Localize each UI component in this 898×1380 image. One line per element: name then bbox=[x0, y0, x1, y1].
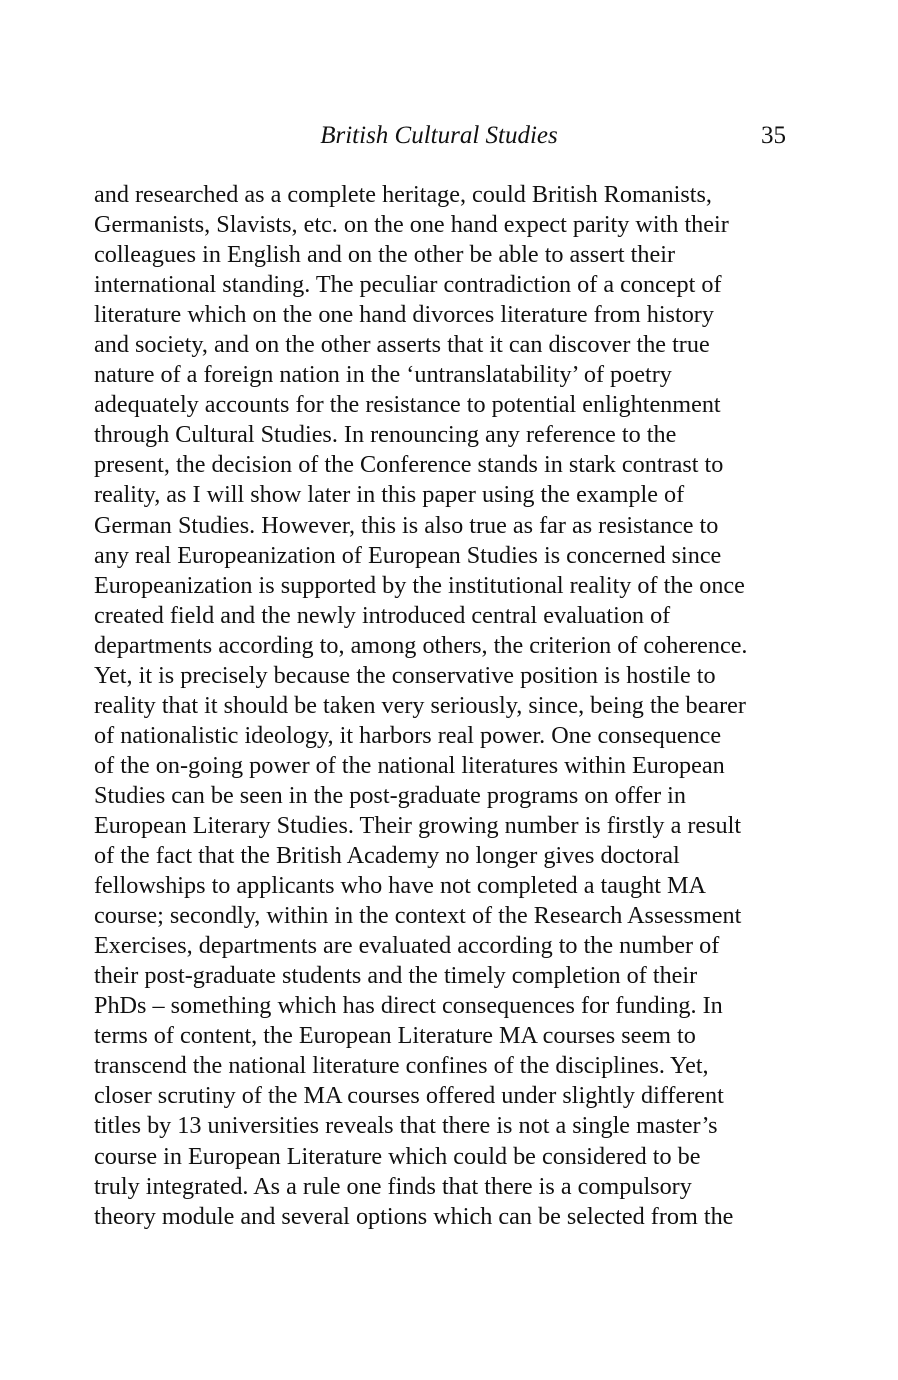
body-text bbox=[94, 180, 784, 1232]
text-line: through Cultural Studies. In renouncing any reference to the bbox=[94, 421, 677, 449]
text-line: created field and the newly introduced central evaluation of bbox=[94, 601, 671, 629]
text-line: and society, and on the other asserts that it can discover the true bbox=[94, 331, 710, 359]
text-line: course; secondly, within in the context of the Research Assessment bbox=[94, 902, 742, 930]
page-number: 35 bbox=[761, 122, 786, 149]
text-line: of nationalistic ideology, it harbors real power. One consequence bbox=[94, 721, 722, 749]
text-line: PhDs – something which has direct consequences for funding. In bbox=[94, 992, 723, 1020]
text-line: reality that it should be taken very seriously, since, being the bearer bbox=[94, 691, 746, 719]
text-line: transcend the national literature confines of the disciplines. Yet, bbox=[94, 1052, 709, 1080]
text-line: terms of content, the European Literature MA courses seem to bbox=[94, 1022, 696, 1050]
text-line: any real Europeanization of European Studies is concerned since bbox=[94, 541, 722, 569]
text-line: German Studies. However, this is also true as far as resistance to bbox=[94, 511, 719, 539]
text-line: of the fact that the British Academy no longer gives doctoral bbox=[94, 842, 680, 870]
text-line: titles by 13 universities reveals that there is not a single master’s bbox=[94, 1112, 718, 1140]
text-line: fellowships to applicants who have not completed a taught MA bbox=[94, 872, 706, 900]
text-line: of the on-going power of the national literatures within European bbox=[94, 751, 725, 779]
text-line: Yet, it is precisely because the conservative position is hostile to bbox=[94, 661, 716, 689]
text-line: departments according to, among others, the criterion of coherence. bbox=[94, 631, 748, 659]
text-line: Studies can be seen in the post-graduate programs on offer in bbox=[94, 781, 686, 809]
text-line: Exercises, departments are evaluated according to the number of bbox=[94, 932, 720, 960]
text-line: Europeanization is supported by the institutional reality of the once bbox=[94, 571, 745, 599]
running-title: British Cultural Studies bbox=[320, 122, 558, 149]
text-line: present, the decision of the Conference stands in stark contrast to bbox=[94, 451, 724, 479]
text-line: literature which on the one hand divorces literature from history bbox=[94, 301, 714, 329]
text-line: course in European Literature which could be considered to be bbox=[94, 1142, 701, 1170]
text-line: international standing. The peculiar contradiction of a concept of bbox=[94, 271, 722, 299]
text-line: theory module and several options which can be selected from the bbox=[94, 1202, 734, 1230]
text-line: and researched as a complete heritage, could British Romanists, bbox=[94, 181, 712, 208]
text-line: truly integrated. As a rule one finds that there is a compulsory bbox=[94, 1172, 692, 1200]
text-line: Germanists, Slavists, etc. on the one hand expect parity with their bbox=[94, 211, 729, 239]
text-line: their post-graduate students and the timely completion of their bbox=[94, 962, 698, 990]
text-line: colleagues in English and on the other be able to assert their bbox=[94, 241, 675, 269]
text-line: reality, as I will show later in this paper using the example of bbox=[94, 481, 685, 509]
text-line: nature of a foreign nation in the ‘untranslatability’ of poetry bbox=[94, 361, 672, 389]
text-line: closer scrutiny of the MA courses offered under slightly different bbox=[94, 1082, 724, 1110]
text-line: adequately accounts for the resistance to potential enlightenment bbox=[94, 391, 721, 419]
text-line: European Literary Studies. Their growing number is firstly a result bbox=[94, 811, 742, 839]
